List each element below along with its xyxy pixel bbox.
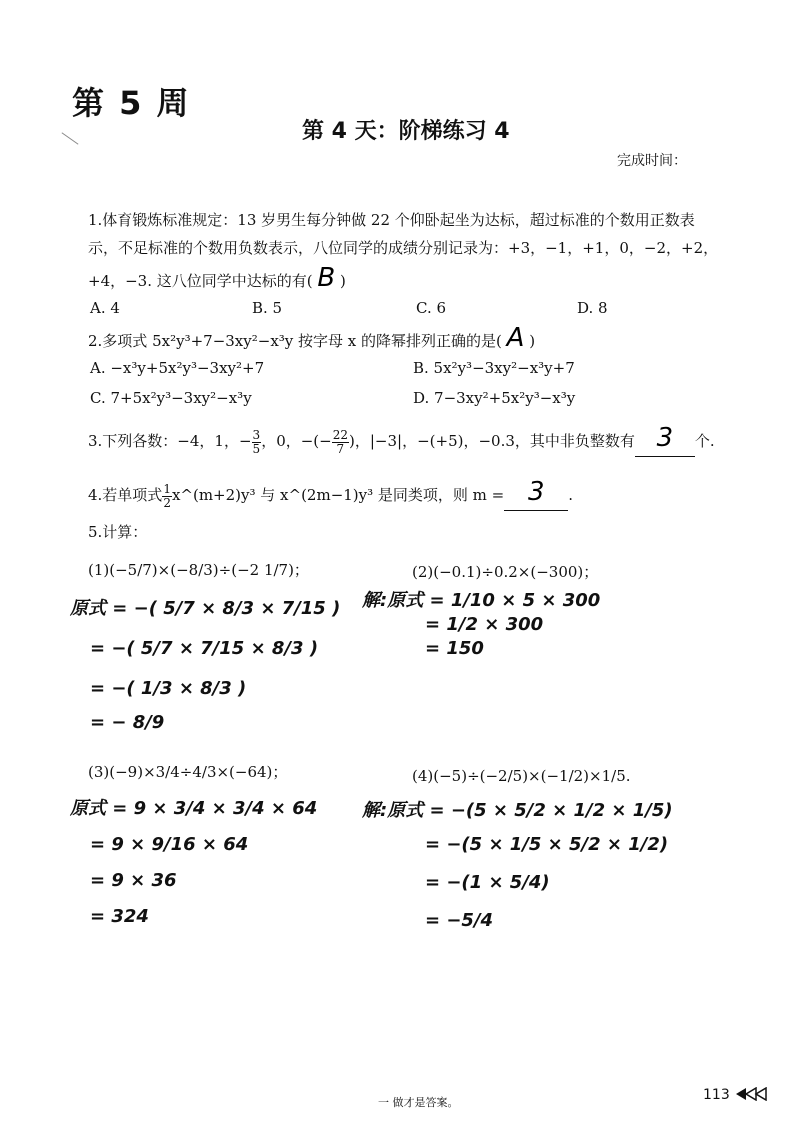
q1-option-a: A. 4	[90, 299, 120, 317]
q4-fraction-num: 1	[163, 481, 171, 496]
q5-p3-step-2: = 9 × 9/16 × 64	[90, 834, 249, 855]
q3-unit: 个.	[694, 432, 715, 450]
q5-p4-step-2: = −(5 × 1/5 × 5/2 × 1/2)	[425, 834, 669, 855]
q1-line3-text: +4，−3. 这八位同学中达标的有(	[88, 272, 313, 290]
q1-line1: 1.体育锻炼标准规定：13 岁男生每分钟做 22 个仰卧起坐为达标，超过标准的个数用正数表	[88, 211, 695, 229]
q3-fraction-2-num: 22	[332, 427, 349, 442]
q3	[88, 420, 715, 459]
q1-option-c: C. 6	[416, 299, 447, 317]
q5-p1-step-4: = − 8/9	[90, 712, 165, 733]
q3-fraction-2	[332, 429, 349, 456]
q5-p2-step-1: 解:原式 = 1/10 × 5 × 300	[362, 590, 601, 611]
q1-line2: 示，不足标准的个数用负数表示，八位同学的成绩分别记录为：+3，−1，+1，0，−2，+2，	[88, 239, 719, 257]
q3-fraction-1	[252, 429, 262, 456]
q5-label: 5.计算：	[88, 523, 148, 541]
q5-p3-problem: (3)(−9)×3/4÷4/3×(−64)；	[88, 763, 288, 781]
q5-p3-step-1: 原式 = 9 × 3/4 × 3/4 × 64	[70, 798, 318, 819]
q4-fraction	[162, 483, 172, 510]
q5-p4-step-1: 解:原式 = −(5 × 5/2 × 1/2 × 1/5)	[362, 800, 673, 821]
q2-answer: A	[506, 323, 525, 353]
q1-option-d: D. 8	[577, 299, 608, 317]
q2-option-b: B. 5x²y³−3xy²−x³y+7	[413, 359, 575, 377]
q5-p1-step-1: 原式 = −( 5/7 × 8/3 × 7/15 )	[70, 598, 341, 619]
q3-text-post: )，|−3|，−(+5)，−0.3，其中非负整数有	[349, 432, 635, 450]
q5-p2-step-3: = 150	[425, 638, 484, 659]
q3-fraction-1-den: 5	[252, 441, 261, 456]
q5-p4-step-3: = −(1 × 5/4)	[425, 872, 550, 893]
q2-stem-text: 2.多项式 5x²y³+7−3xy²−x³y 按字母 x 的降幂排列正确的是(	[88, 332, 502, 350]
q1-line3-close: )	[340, 272, 346, 290]
q5-p3-step-4: = 324	[90, 906, 149, 927]
page-number	[703, 1087, 770, 1103]
q2-option-d: D. 7−3xy²+5x²y³−x³y	[413, 389, 576, 407]
q4-text-pre: 4.若单项式	[88, 486, 163, 504]
q1-option-b: B. 5	[252, 299, 283, 317]
completion-time-label: 完成时间：	[617, 153, 687, 169]
q5-p4-problem: (4)(−5)÷(−2/5)×(−1/2)×1/5.	[412, 767, 631, 785]
q4-text-mid: x^(m+2)y³ 与 x^(2m−1)y³ 是同类项，则 m =	[171, 486, 505, 504]
q5-p4-step-4: = −5/4	[425, 910, 494, 931]
q2-option-c: C. 7+5x²y³−3xy²−x³y	[90, 389, 252, 407]
q5-p2-problem: (2)(−0.1)÷0.2×(−300)；	[412, 563, 599, 581]
page-arrows-icon	[734, 1087, 770, 1101]
q5-p1-problem: (1)(−5/7)×(−8/3)÷(−2 1/7)；	[88, 561, 309, 579]
q1-answer: B	[317, 263, 336, 293]
page-number-text: 113	[703, 1087, 730, 1103]
q3-answer: 3	[635, 420, 695, 457]
q5-p2-step-2: = 1/2 × 300	[425, 614, 544, 635]
q4	[88, 474, 573, 513]
q4-fraction-den: 2	[163, 495, 171, 510]
scan-mark	[62, 132, 79, 144]
q5-p1-step-2: = −( 5/7 × 7/15 × 8/3 )	[90, 638, 319, 659]
footer-slogan: 一 做才是答案。	[378, 1096, 459, 1109]
q5-p1-step-3: = −( 1/3 × 8/3 )	[90, 678, 247, 699]
q3-text-mid: ，0，−(−	[261, 432, 332, 450]
q4-end: .	[568, 486, 574, 504]
q3-fraction-2-den: 7	[336, 441, 345, 456]
q5-p3-step-3: = 9 × 36	[90, 870, 177, 891]
week-heading: 第 5 周	[72, 84, 191, 122]
page-title: 第 4 天：阶梯练习 4	[302, 119, 510, 144]
q2-option-a: A. −x³y+5x²y³−3xy²+7	[90, 359, 265, 377]
q3-fraction-1-num: 3	[252, 427, 261, 442]
q3-text-pre: 3.下列各数：−4，1，−	[88, 432, 252, 450]
q4-answer: 3	[504, 474, 568, 511]
q2-stem-close: )	[529, 332, 536, 350]
q1-line3	[88, 264, 346, 295]
q2-stem	[88, 324, 535, 355]
